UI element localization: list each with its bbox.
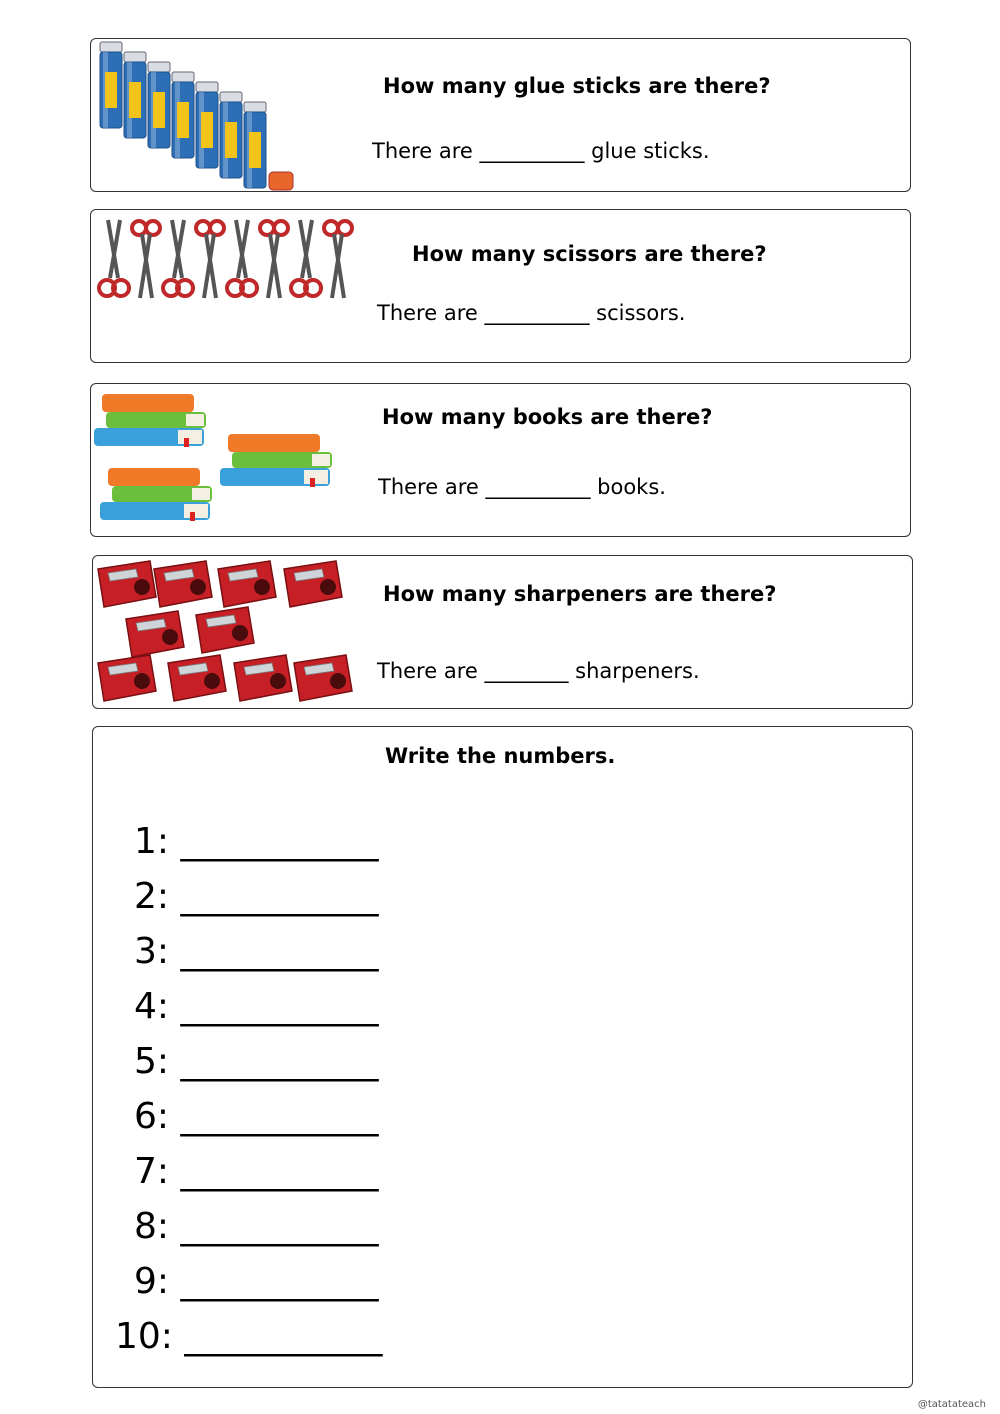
sharpener-icon <box>294 655 352 701</box>
glue-stick-icon <box>244 102 266 188</box>
scissors-icon <box>132 221 160 298</box>
books-stack-icon <box>220 434 332 487</box>
sharpeners-answer-line[interactable]: There are ________ sharpeners. <box>377 659 700 683</box>
number-row <box>134 932 379 972</box>
glue-sticks-illustration <box>96 40 301 192</box>
number-label: 10: <box>115 1316 173 1357</box>
number-row <box>134 1152 379 1192</box>
books-answer-line[interactable]: There are __________ books. <box>378 475 666 499</box>
number-answer-blank[interactable]: ___________ <box>180 931 379 972</box>
sharpener-icon <box>284 561 342 607</box>
number-label: 8: <box>134 1206 170 1247</box>
books-question: How many books are there? <box>382 405 713 429</box>
number-label: 9: <box>134 1261 170 1302</box>
glue-answer-line[interactable]: There are __________ glue sticks. <box>372 139 710 163</box>
glue-stick-icon <box>124 52 146 138</box>
scissors-question: How many scissors are there? <box>412 242 767 266</box>
number-label: 2: <box>134 876 170 917</box>
number-label: 6: <box>134 1096 170 1137</box>
scissors-illustration <box>96 216 364 304</box>
sharpeners-illustration <box>96 557 356 707</box>
number-row <box>134 822 379 862</box>
number-row <box>134 1207 379 1247</box>
number-row <box>134 1097 379 1137</box>
books-illustration <box>92 390 337 530</box>
number-answer-blank[interactable]: ___________ <box>180 1151 379 1192</box>
number-label: 3: <box>134 931 170 972</box>
glue-stick-icon <box>172 72 194 158</box>
scissors-icon <box>227 220 257 296</box>
sharpener-icon <box>154 561 212 607</box>
number-answer-blank[interactable]: ___________ <box>180 1096 379 1137</box>
scissors-icon <box>291 220 321 296</box>
scissors-icon <box>163 220 193 296</box>
scissors-answer-line[interactable]: There are __________ scissors. <box>377 301 686 325</box>
number-row <box>134 1042 379 1082</box>
scissors-icon <box>324 221 352 298</box>
number-row <box>134 987 379 1027</box>
glue-stick-icon <box>220 92 242 178</box>
number-answer-blank[interactable]: ___________ <box>180 986 379 1027</box>
number-label: 4: <box>134 986 170 1027</box>
write-numbers-title: Write the numbers. <box>385 744 616 768</box>
number-label: 5: <box>134 1041 170 1082</box>
glue-cap-icon <box>269 172 293 190</box>
glue-stick-icon <box>148 62 170 148</box>
sharpener-icon <box>234 655 292 701</box>
glue-question: How many glue sticks are there? <box>383 74 771 98</box>
number-row <box>134 1262 379 1302</box>
scissors-icon <box>260 221 288 298</box>
number-row <box>134 877 379 917</box>
glue-stick-icon <box>196 82 218 168</box>
sharpener-icon <box>196 607 254 653</box>
scissors-icon <box>99 220 129 296</box>
credit-text: @tatatateach <box>917 1399 986 1410</box>
number-label: 1: <box>134 821 170 862</box>
number-answer-blank[interactable]: ___________ <box>180 1261 379 1302</box>
number-answer-blank[interactable]: ___________ <box>180 876 379 917</box>
sharpener-icon <box>218 561 276 607</box>
number-label: 7: <box>134 1151 170 1192</box>
number-row <box>115 1317 382 1357</box>
scissors-icon <box>196 221 224 298</box>
glue-stick-icon <box>100 42 122 128</box>
number-answer-blank[interactable]: ___________ <box>180 1041 379 1082</box>
number-answer-blank[interactable]: ___________ <box>180 1206 379 1247</box>
sharpener-icon <box>98 561 156 607</box>
books-stack-icon <box>94 394 206 447</box>
sharpener-icon <box>126 611 184 657</box>
sharpener-icon <box>168 655 226 701</box>
sharpeners-question: How many sharpeners are there? <box>383 582 777 606</box>
number-answer-blank[interactable]: ___________ <box>184 1316 383 1357</box>
sharpener-icon <box>98 655 156 701</box>
books-stack-icon <box>100 468 212 521</box>
number-answer-blank[interactable]: ___________ <box>180 821 379 862</box>
